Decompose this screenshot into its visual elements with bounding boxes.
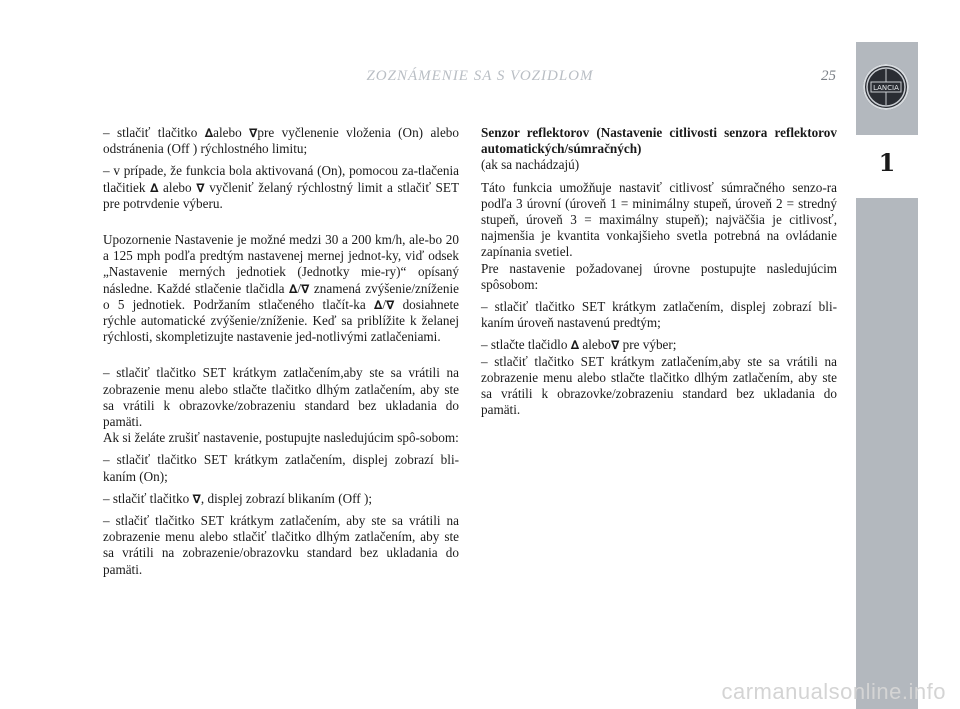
paragraph-description: Táto funkcia umožňuje nastaviť citlivosť súmračného senzo-ra podľa 3 úrovní (úroveň 1 = minimálny stupeň, úroveň 2 = stredný stupeň, úroveň 3 = maximálny stupeň); najväčšia je citlivosť, najmenšia je kvantita vonkajšieho svetla potrebná na ovládanie zapínania svetiel. xyxy=(481,179,837,260)
right-column xyxy=(481,125,837,424)
up-arrow-icon: ∆ xyxy=(150,180,159,195)
logo-text: LANCIA xyxy=(873,84,899,92)
paragraph-select-limit: – v prípade, že funkcia bola aktivovaná (On), pomocou za-tlačenia tlačitiek ∆ alebo ∇ vyčleniť želaný rýchlostný limit a stlačiť SET pre potrvdenie výberu. xyxy=(103,163,459,211)
left-column xyxy=(103,125,459,584)
section-heading: Senzor reflektorov (Nastavenie citlivosti senzora reflektorov automatických/súmračných) xyxy=(481,125,837,157)
lancia-logo-icon xyxy=(863,64,909,110)
up-arrow-icon: ∆ xyxy=(204,126,214,140)
paragraph-toggle-limit: – stlačiť tlačitko ∆alebo ∇pre vyčlenenie vloženia (On) alebo odstránenia (Off ) rýchlostného limitu; xyxy=(103,125,459,157)
up-arrow-icon: ∆ xyxy=(373,297,383,312)
paragraph-setup-step1: – stlačiť tlačitko SET krátkym zatlačením, displej zobrazí bli-kaním úroveň nastavenú predtým; xyxy=(481,299,837,331)
chapter-box xyxy=(856,138,918,198)
paragraph-setup-step3: – stlačiť tlačitko SET krátkym zatlačením,aby ste sa vrátili na zobrazenie menu alebo stlačte tlačitko dlhým zatlačením, aby ste sa vrátili k obrazovke/zobrazeniu standard bez ukladania do pamäti. xyxy=(481,353,837,418)
up-arrow-icon: ∆ xyxy=(289,281,298,296)
page-header-title: ZOZNÁMENIE SA S VOZIDLOM xyxy=(366,68,594,84)
chapter-number: 1 xyxy=(878,148,896,177)
paragraph-cancel-intro: Ak si želáte zrušiť nastavenie, postupujte nasledujúcim spô-sobom: xyxy=(103,430,459,446)
down-arrow-icon: ∇ xyxy=(385,297,395,312)
page-number: 25 xyxy=(821,68,836,84)
paragraph-warning: Upozornenie Nastavenie je možné medzi 30 a 200 km/h, ale-bo 20 a 125 mph podľa predtým nastavenej mernej jednot-ky, viď odsek „Nastavenie merných jednotiek (Jednotky mie-ry)“ opísaný následne. Každé stlačenie tlačidla ∆/∇ znamená zvýšenie/zníženie o 5 jednotiek. Podržaním stlačeného tlačít-ka ∆/∇ dosiahnete rýchle automatické zvýšenie/zníženie. Keď sa priblížite k želanej rýchlosti, skompletizujte nastavenie jed-notlivými zatlačeniami. xyxy=(103,232,459,345)
down-arrow-icon: ∇ xyxy=(301,281,310,296)
paragraph-cancel-step3: – stlačiť tlačitko SET krátkym zatlačením, aby ste sa vrátili na zobrazenie menu alebo stlačiť tlačitko dlhým zatlačením, aby ste sa vrátili na zobrazenie/obrazovku standard bez ukladania do pamäti. xyxy=(103,513,459,577)
paragraph-setup-intro: Pre nastavenie požadovanej úrovne postupujte nasledujúcim spôsobom: xyxy=(481,260,837,292)
down-arrow-icon: ∇ xyxy=(196,180,205,195)
paragraph-cancel-step2: – stlačiť tlačitko ∇, displej zobrazí blikaním (Off ); xyxy=(103,490,373,506)
up-arrow-icon: ∆ xyxy=(570,338,580,353)
chapter-side-tab xyxy=(856,42,918,709)
watermark: carmanualsonline.info xyxy=(721,679,946,704)
down-arrow-icon: ∇ xyxy=(249,126,258,140)
down-arrow-icon: ∇ xyxy=(192,491,201,506)
section-subheading: (ak sa nachádzajú) xyxy=(481,157,580,173)
paragraph-setup-step2: – stlačte tlačidlo ∆ alebo∇ pre výber; xyxy=(481,337,677,353)
paragraph-return-menu: – stlačiť tlačitko SET krátkym zatlačením,aby ste sa vrátili na zobrazenie menu alebo stlačte tlačitko dlhým zatlačením, aby ste sa vrátili k obrazovke/zobrazeniu standard bez ukladania do pamäti. xyxy=(103,365,459,430)
paragraph-cancel-step1: – stlačiť tlačitko SET krátkym zatlačením, displej zobrazí bli-kaním (On); xyxy=(103,452,459,484)
down-arrow-icon: ∇ xyxy=(610,338,620,353)
